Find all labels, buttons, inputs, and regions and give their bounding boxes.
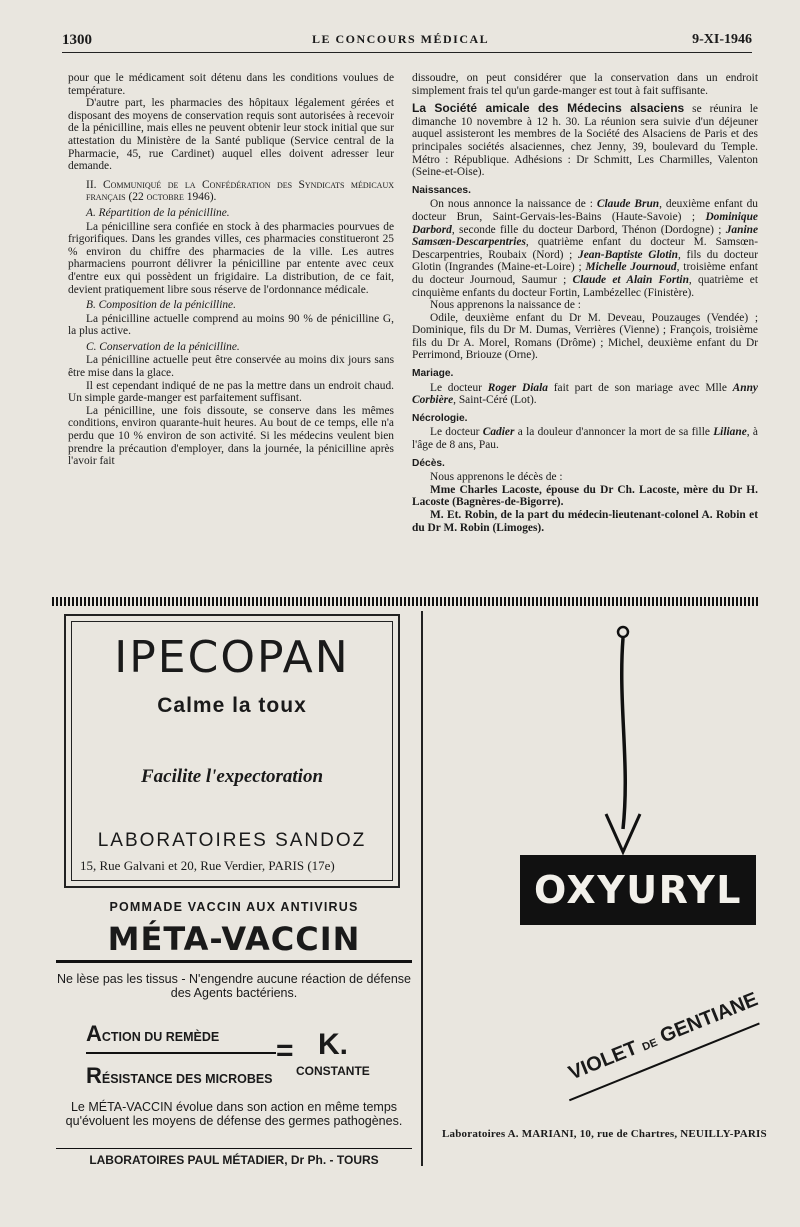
subheading: C. Conservation de la pénicilline. [86,340,240,353]
text: On nous annonce la naissance de : [430,198,593,211]
text: a la douleur d'annoncer la mort de sa fille [517,426,710,439]
separator-band [52,597,760,606]
initial: R [86,1063,102,1088]
ad-title: MÉTA-VACCIN [107,920,361,958]
ad-lab: LABORATOIRES PAUL MÉTADIER, Dr Ph. - TOURS [56,1148,412,1167]
births-paragraph [412,198,758,299]
ad-lab: Laboratoires A. MARIANI, 10, rue de Chartres, NEUILLY-PARIS [442,1128,767,1140]
arrow-icon [590,624,660,859]
ad-text: Ne lèse pas les tissus - N'engendre aucune réaction de défense des Agents bactériens. [57,972,411,1000]
ad-text [566,988,762,1085]
name: Cadier [482,426,515,439]
ad-ipecopan [64,614,400,888]
text: Le docteur [430,426,480,439]
ad-violet-gentiane [545,961,762,1095]
journal-title: LE CONCOURS MÉDICAL [312,32,490,46]
left-column [68,72,394,468]
ad-line: Calme la toux [157,694,307,717]
paragraph: Il est cependant indiqué de ne pas la mettre dans un endroit chaud. Un simple garde-manger est parfaitement suffisant. [68,379,394,405]
paragraph: La pénicilline, une fois dissoute, se conserve dans les mêmes conditions, environ quarante-huit heures. Au bout de ce temps, elle n'a perdu que 10 % environ de son activité. Si les médecins veulent bien prendre la précaution d'employer, dans la journée, la pénicilline après l'avoir fait [68,404,394,468]
paragraph: dissoudre, on peut considérer que la conservation dans un endroit simplement frais tel qu'un garde-manger est tout à fait suffisante. [412,72,758,97]
page-header [62,28,752,53]
paragraph: La pénicilline actuelle comprend au moins 90 % de pénicilline G, la plus active. [68,312,394,338]
name: Michelle Journoud [585,261,677,274]
ad-lab: LABORATOIRES SANDOZ [97,830,367,851]
page-number: 1300 [62,32,92,48]
obituary-paragraph [412,426,758,451]
text: , troisième enfant du docteur Journoud, Saumur ; [412,261,758,286]
name: Claude Brun [596,198,660,211]
name: Claude et Alain Fortin [572,273,689,286]
initial: A [86,1021,102,1046]
ad-oxyuryl-title: OXYURYL [520,855,756,925]
ad-meta-vaccin [56,896,412,1166]
text: Le docteur [430,381,482,394]
subheading: A. Répartition de la pénicilline. [86,206,230,219]
name: Roger Diala [487,381,548,394]
name: Liliane [713,426,747,439]
text: ÉSISTANCE DES MICROBES [101,1072,273,1086]
paragraph: La pénicilline sera confiée en stock à des pharmacies pourvues de frigorifiques. Dans les grandes villes, ces pharmacies constitueront 25 % environ du chiffre des pharmacies de la ville. Les autres pharmaciens pourront délivrer la pénicilline par entente avec ceux d'entre eux qui possèdent un frigidaire. La distribution, de ce fait, devient pratiquement libre sous réserve de l'ordonnance médicale. [68,220,394,296]
ad-line: Facilite l'expectoration [140,766,324,787]
section-heading: II. Communiqué de la Confédération des Syndicats médicaux français (22 octobre 1946). [86,178,394,204]
paragraph: Odile, deuxième enfant du Dr M. Deveau, Pouzauges (Vendée) ; Dominique, fils du Dr M. Dumas, Verrières (Vienne) ; François, troisième fils du Dr A. Morel, Romans (Drôme) ; Michel, deuxième enfant du Dr Perrimond, Briouze (Orne). [412,311,758,362]
text: CTION DU REMÈDE [101,1030,220,1044]
right-column [412,72,758,534]
equals-sign: = [276,1034,294,1067]
fraction-line [86,1052,276,1054]
text: , à l'âge de 8 ans, Pau. [412,426,758,452]
ad-divider [421,611,423,1166]
paragraph: D'autre part, les pharmacies des hôpitaux légalement gérées et disposant des moyens de conservation requis sont autorisées à recevoir de la pénicilline, mais elles ne peuvent obtenir leur stock initial que sur attestation du Ministère de la Santé publique (Service central de la Pharmacie, 45, rue Cardinet) auquel elles doivent adresser leur demande. [68,97,394,173]
name: Anny Corbière [412,381,758,407]
fraction-denominator [86,1063,273,1089]
text: , fils du docteur Glotin (Ingrandes (Maine-et-Loire) ; [412,248,758,274]
obituary-heading: Nécrologie. [412,412,468,424]
text: fait part de son mariage avec Mlle [553,381,727,394]
text: , deuxième enfant du docteur Brun, Saint-Gervais-les-Bains (Haute-Savoie) ; [412,198,758,223]
text: , quatrième enfant du docteur M. Samsœn-Descarpentries, Roubaix (Nord) ; [412,236,758,261]
marriage-heading: Mariage. [412,368,454,380]
paragraph: Nous apprenons la naissance de : [430,299,581,312]
society-name: La Société amicale des Médecins alsaciens [412,101,685,116]
ad-text: Le MÉTA-VACCIN évolue dans son action en même temps qu'évoluent les moyens de défense des germes pathogènes. [65,1100,403,1128]
fraction-numerator [86,1021,219,1047]
marriage-paragraph [412,382,758,407]
text: DE [640,1036,660,1054]
subheading: B. Composition de la pénicilline. [86,299,236,312]
paragraph: pour que le médicament soit détenu dans les conditions voulues de température. [68,72,394,97]
society-text: se réunira le dimanche 10 novembre à 12 h. 30. La réunion sera suivie d'un déjeuner auquel assisteront les membres de la Société des Alsaciens de Paris et des principales sociétés alsaciennes, chez Jenny, 39, boulevard du Temple. Métro : République. Adhésions : Dr Schmitt, Les Charmilles, Valenton (Seine-et-Oise). [412,103,758,179]
text: , Saint-Céré (Lot). [453,394,537,407]
ad-frame [71,621,393,881]
rule [56,960,412,963]
births-heading: Naissances. [412,184,471,196]
constant-label: CONSTANTE [296,1064,370,1078]
issue-date: 9-XI-1946 [692,32,752,47]
text: GENTIANE [656,988,762,1048]
name: Dominique Darbord [412,210,758,236]
paragraph: M. Et. Robin, de la part du médecin-lieutenant-colonel A. Robin et du Dr M. Robin (Limoges). [412,509,758,534]
text: , quatrième et cinquième enfants du docteur Fortin, Lambézellec (Finistère). [412,273,758,299]
ad-address: 15, Rue Galvani et 20, Rue Verdier, PARIS (17e) [80,858,335,873]
ad-title: IPECOPAN [114,632,350,683]
ad-kicker: POMMADE VACCIN AUX ANTIVIRUS [109,900,359,914]
paragraph: Nous apprenons le décès de : [430,471,563,484]
society-notice [412,102,758,179]
name: Jean-Baptiste Glotin [578,248,678,261]
text: , seconde fille du docteur Darbord, Thénon (Dordogne) ; [451,223,722,236]
constant-k: K. [318,1028,348,1061]
deaths-heading: Décès. [412,457,445,469]
name: Janine Samsœn-Descarpentries [412,223,758,249]
paragraph: Mme Charles Lacoste, épouse du Dr Ch. Lacoste, mère du Dr H. Lacoste (Bagnères-de-Bigorre). [412,483,758,509]
paragraph: La pénicilline actuelle peut être conservée au moins dix jours sans être mise dans la glace. [68,354,394,380]
text: VIOLET [565,1037,641,1085]
